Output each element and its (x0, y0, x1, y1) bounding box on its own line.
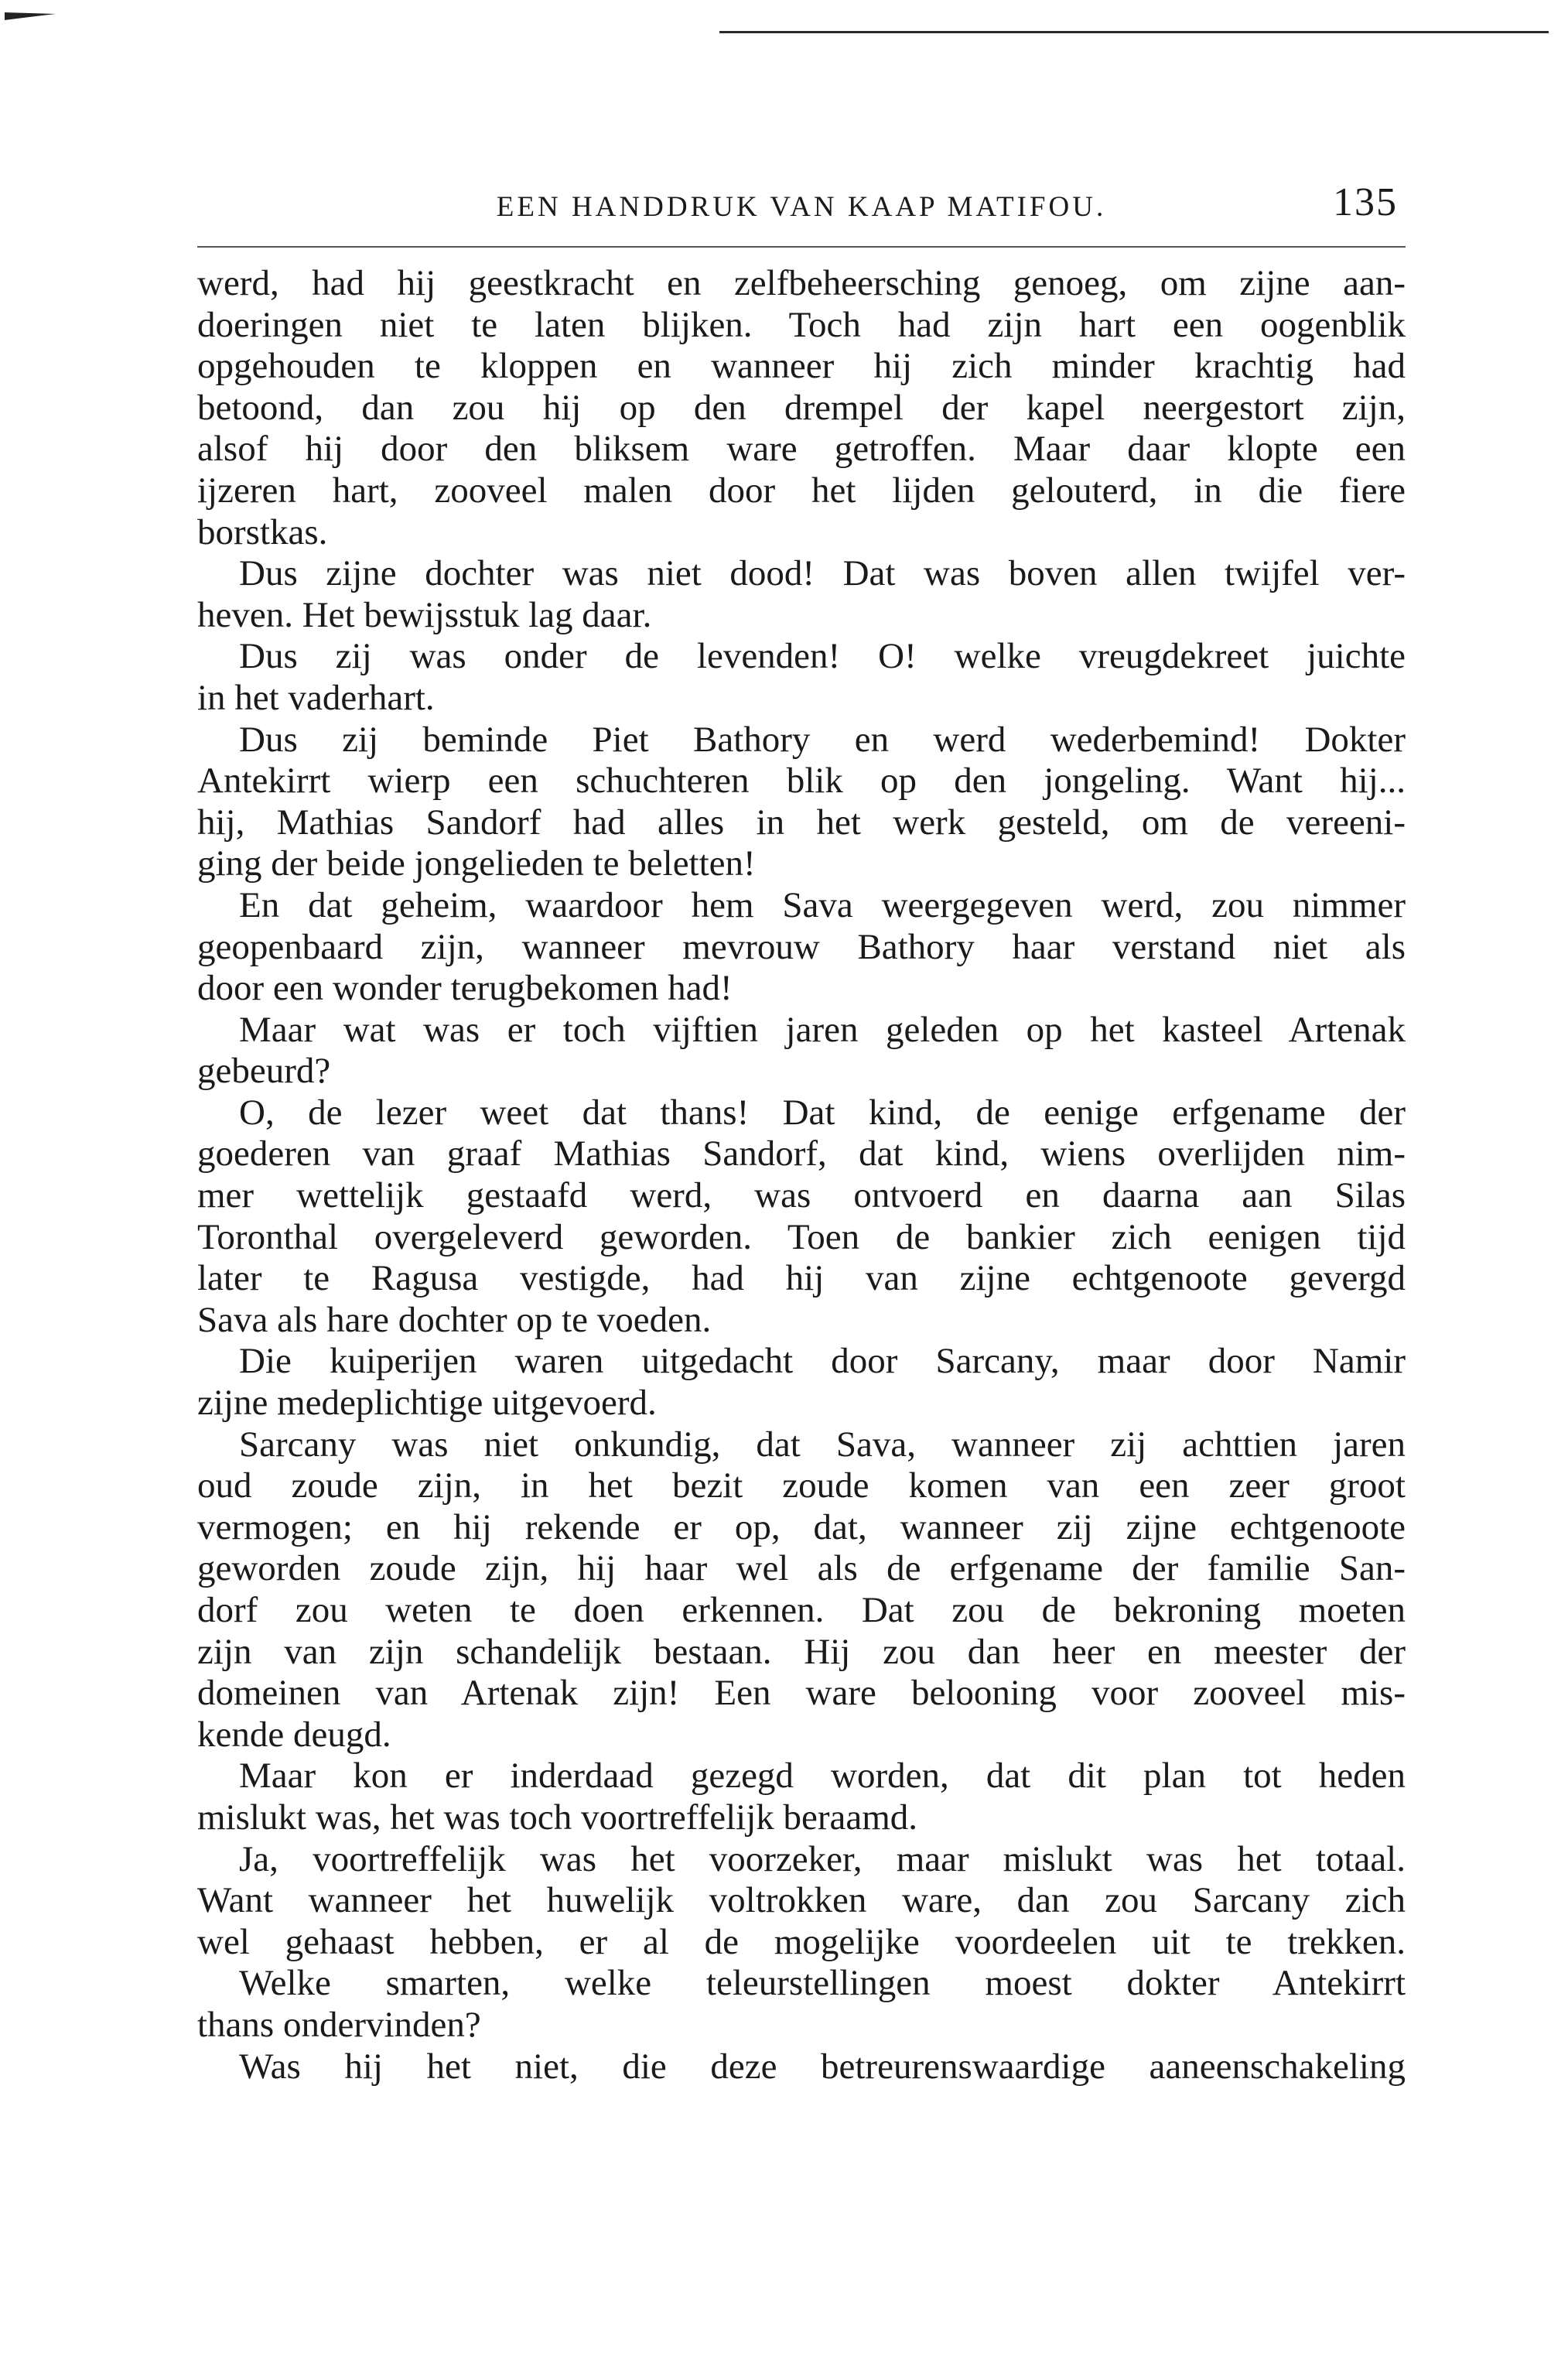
text-line: in het vaderhart. (197, 677, 435, 718)
text-line: Maar kon er inderdaad gezegd worden, dat dit plan tot heden (239, 1756, 1406, 1797)
text-line: dorf zou weten te doen erkennen. Dat zou de bekroning moeten (197, 1590, 1406, 1630)
text-line: Antekirrt wierp een schuchteren blik op den jongeling. Want hij... (197, 761, 1406, 802)
text-line: Was hij het niet, die deze betreurenswaardige aaneenschakeling (239, 2046, 1406, 2087)
text-line: alsof hij door den bliksem ware getroffen. Maar daar klopte een (197, 429, 1406, 470)
text-line: Die kuiperijen waren uitgedacht door Sarcany, maar door Namir (239, 1341, 1406, 1382)
text-line: geworden zoude zijn, hij haar wel als de erfgename der familie San- (197, 1548, 1406, 1589)
corner-mark (5, 11, 56, 22)
text-line: En dat geheim, waardoor hem Sava weergegeven werd, zou nimmer (239, 884, 1406, 925)
text-line: domeinen van Artenak zijn! Een ware belooning voor zooveel mis- (197, 1673, 1406, 1714)
text-line: kende deugd. (197, 1714, 391, 1755)
text-line: gebeurd? (197, 1051, 331, 1092)
text-line: Sarcany was niet onkundig, dat Sava, wanneer zij achttien jaren (239, 1424, 1406, 1465)
text-line: Ja, voortreffelijk was het voorzeker, maar mislukt was het totaal. (239, 1838, 1406, 1879)
text-line: zijne medeplichtige uitgevoerd. (197, 1383, 657, 1424)
text-line: mislukt was, het was toch voortreffelijk beraamd. (197, 1797, 918, 1838)
text-line: Dus zij was onder de levenden! O! welke vreugdekreet juichte (239, 636, 1406, 677)
body-text (197, 263, 1406, 2087)
text-line: geopenbaard zijn, wanneer mevrouw Bathory haar verstand niet als (197, 926, 1406, 967)
text-line: vermogen; en hij rekende er op, dat, wanneer zij zijne echtgenoote (197, 1506, 1406, 1547)
page-header (197, 180, 1406, 234)
text-line: goederen van graaf Mathias Sandorf, dat kind, wiens overlijden nim- (197, 1133, 1406, 1174)
text-line: doeringen niet te laten blijken. Toch had zijn hart een oogenblik (197, 304, 1406, 345)
text-line: Maar wat was er toch vijftien jaren geleden op het kasteel Artenak (239, 1009, 1406, 1050)
text-line: mer wettelijk gestaafd werd, was ontvoerd en daarna aan Silas (197, 1175, 1406, 1216)
text-line: later te Ragusa vestigde, had hij van zijne echtgenoote gevergd (197, 1258, 1406, 1299)
text-line: O, de lezer weet dat thans! Dat kind, de eenige erfgename der (239, 1092, 1406, 1133)
text-line: Welke smarten, welke teleurstellingen moest dokter Antekirrt (239, 1963, 1406, 2004)
page-number: 135 (1333, 180, 1398, 224)
top-rule (719, 31, 1549, 33)
header-rule (197, 246, 1406, 248)
text-line: Sava als hare dochter op te voeden. (197, 1299, 712, 1340)
running-title: EEN HANDDRUK VAN KAAP MATIFOU. (496, 191, 1107, 223)
text-line: Dus zijne dochter was niet dood! Dat was boven allen twijfel ver- (239, 553, 1406, 594)
text-line: borstkas. (197, 511, 328, 552)
text-line: hij, Mathias Sandorf had alles in het werk gesteld, om de vereeni- (197, 802, 1406, 843)
text-line: ijzeren hart, zooveel malen door het lijden gelouterd, in die fiere (197, 470, 1406, 511)
text-line: wel gehaast hebben, er al de mogelijke voordeelen uit te trekken. (197, 1921, 1406, 1962)
text-line: Want wanneer het huwelijk voltrokken ware, dan zou Sarcany zich (197, 1880, 1406, 1921)
text-line: opgehouden te kloppen en wanneer hij zich minder krachtig had (197, 346, 1406, 387)
text-line: thans ondervinden? (197, 2004, 481, 2045)
text-line: door een wonder terugbekomen had! (197, 968, 733, 1009)
text-line: zijn van zijn schandelijk bestaan. Hij zou dan heer en meester der (197, 1631, 1406, 1672)
text-line: Dus zij beminde Piet Bathory en werd wederbemind! Dokter (239, 719, 1406, 760)
text-line: heven. Het bewijsstuk lag daar. (197, 594, 652, 635)
text-line: Toronthal overgeleverd geworden. Toen de bankier zich eenigen tijd (197, 1216, 1406, 1257)
text-line: betoond, dan zou hij op den drempel der kapel neergestort zijn, (197, 387, 1406, 428)
text-line: werd, had hij geestkracht en zelfbeheersching genoeg, om zijne aan- (197, 263, 1406, 303)
text-line: oud zoude zijn, in het bezit zoude komen van een zeer groot (197, 1465, 1406, 1506)
text-line: ging der beide jongelieden te beletten! (197, 843, 756, 884)
